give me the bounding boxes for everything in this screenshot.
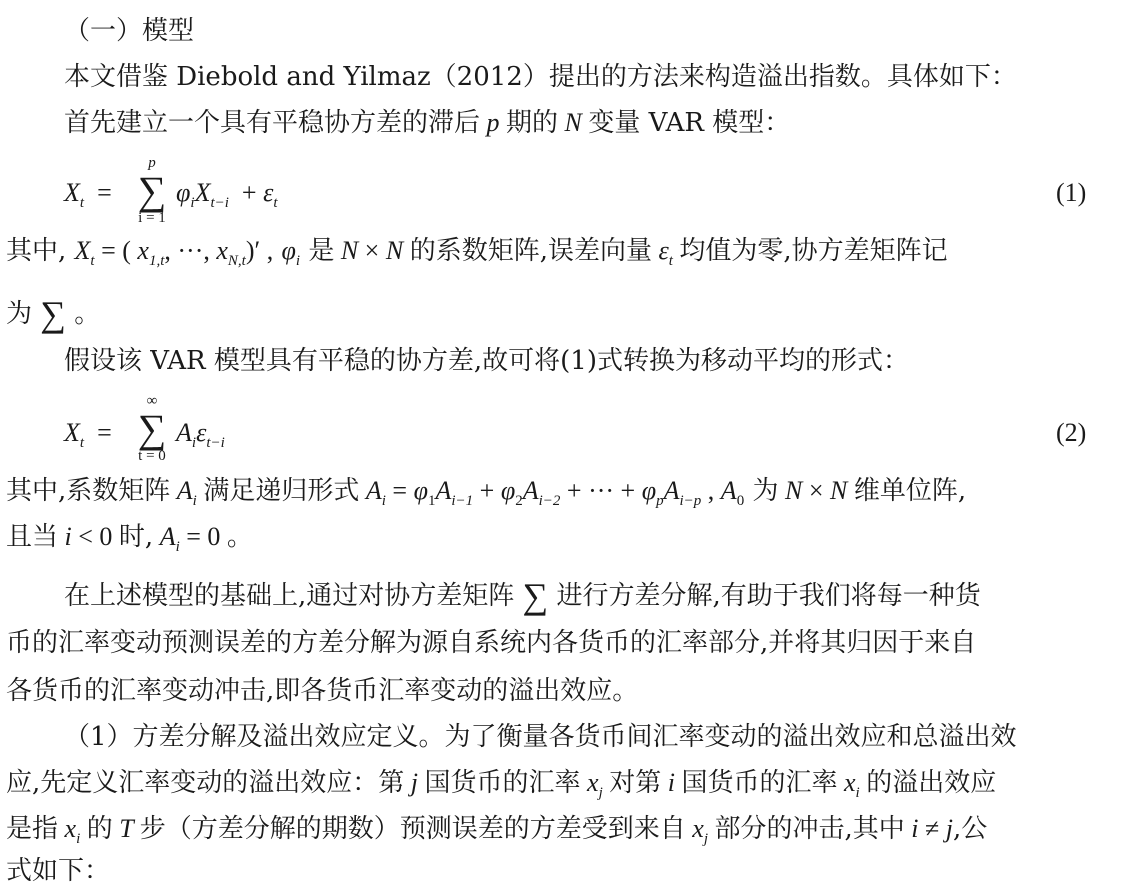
equation-1: $X_t$ = <box>64 178 119 212</box>
text-span: 步（方差分解的期数）预测误差的方差受到来自 <box>139 814 686 844</box>
text-span: 时, <box>118 522 154 552</box>
text-span: 部分的冲击,其中 <box>714 814 905 844</box>
text-span: 国货币的汇率 <box>424 768 581 798</box>
text-span: 首先建立一个具有平稳协方差的滞后 <box>64 108 481 138</box>
sum-upper-limit: ∞ <box>146 393 158 409</box>
text-span: 在上述模型的基础上,通过对协方差矩阵 <box>64 581 515 611</box>
equation-1-number: (1) <box>1056 178 1087 207</box>
sum-upper-limit: p <box>148 155 156 171</box>
equation-2-number: (2) <box>1056 418 1087 447</box>
text-span: 其中,系数矩阵 <box>6 476 171 506</box>
text-span: ,公 <box>953 814 988 844</box>
paragraph-where-1: 其中, $X_t$ = ( $x_{1,t}$, ···, $x_{N,t})'$ , $\varphi_i$ 是 N × N 的系数矩阵,误差向量 $\varepsilon_t$ 均值为零,协方差矩阵记 <box>6 236 948 270</box>
equation-2: $X_t$ = <box>64 418 119 452</box>
paragraph-intro: 本文借鉴 Diebold and Yilmaz（2012）提出的方法来构造溢出指数。具体如下： <box>64 62 1017 92</box>
paragraph-var-model: 首先建立一个具有平稳协方差的滞后 p 期的 N 变量 VAR 模型： <box>64 108 791 138</box>
text-span: 满足递归形式 <box>203 476 360 506</box>
section-heading: （一）模型 <box>64 16 195 46</box>
paragraph-ma-form: 假设该 VAR 模型具有平稳的协方差,故可将(1)式转换为移动平均的形式： <box>64 346 909 376</box>
text-span: 对第 <box>609 768 662 798</box>
text-span: 维单位阵, <box>853 476 967 506</box>
text-span: 是 <box>308 236 335 266</box>
equation-1-sum: p ∑ i = 1 <box>134 156 170 226</box>
paragraph-where-1-cont: 为 ∑ 。 <box>6 294 101 334</box>
text-span: 。 <box>226 522 253 552</box>
equation-1-rhs: $\varphi_iX_{t-i} + \varepsilon_t$ <box>176 178 278 212</box>
paragraph-decomposition-line2: 币的汇率变动预测误差的方差分解为源自系统内各货币的汇率部分,并将其归因于来自 <box>6 628 977 658</box>
text-span: 变量 VAR 模型： <box>588 108 791 138</box>
equation-2-rhs: $A_i\varepsilon_{t-i}$ <box>176 418 225 452</box>
text-span: 均值为零,协方差矩阵记 <box>679 236 948 266</box>
paragraph-decomposition: 在上述模型的基础上,通过对协方差矩阵 ∑ 进行方差分解,有助于我们将每一种货 <box>64 576 981 616</box>
text-span: 期的 <box>506 108 559 138</box>
equation-2-sum: ∞ ∑ t = 0 <box>134 394 170 464</box>
text-span: 的 <box>86 814 113 844</box>
sum-lower-limit: t = 0 <box>138 448 166 464</box>
paragraph-spillover-def-line2: 应,先定义汇率变动的溢出效应：第 j 国货币的汇率 $x_j$ 对第 i 国货币的汇率 $x_i$ 的溢出效应 <box>6 768 997 802</box>
paragraph-where-2: 其中,系数矩阵 $A_i$ 满足递归形式 $A_i = \varphi_1A_{i-1} + \varphi_2A_{i-2}$ + ··· + $\varphi_pA_{i-p}$ , $A_0$ 为 N × N 维单位阵, <box>6 476 967 510</box>
text-span: 的系数矩阵,误差向量 <box>409 236 652 266</box>
sum-lower-limit: i = 1 <box>138 210 166 226</box>
text-span: 。 <box>74 299 101 329</box>
paragraph-spillover-def-line3: 是指 $x_i$ 的 T 步（方差分解的期数）预测误差的方差受到来自 $x_j$ 部分的冲击,其中 i ≠ j,公 <box>6 814 988 848</box>
paragraph-spillover-def-line4: 式如下： <box>6 856 111 886</box>
text-span: 应,先定义汇率变动的溢出效应：第 <box>6 768 405 798</box>
paragraph-where-2-cont: 且当 i < 0 时, $A_i = 0$ 。 <box>6 522 253 556</box>
text-span: 进行方差分解,有助于我们将每一种货 <box>556 581 981 611</box>
paragraph-decomposition-line3: 各货币的汇率变动冲击,即各货币汇率变动的溢出效应。 <box>6 676 639 706</box>
text-span: 为 <box>752 476 779 506</box>
text-span: 为 <box>6 299 33 329</box>
text-span: 是指 <box>6 814 59 844</box>
text-span: 的溢出效应 <box>866 768 997 798</box>
paragraph-spillover-def: （1）方差分解及溢出效应定义。为了衡量各货币间汇率变动的溢出效应和总溢出效 <box>64 722 1017 752</box>
text-span: 且当 <box>6 522 59 552</box>
text-span: 国货币的汇率 <box>681 768 838 798</box>
text-span: 其中, <box>6 236 67 266</box>
